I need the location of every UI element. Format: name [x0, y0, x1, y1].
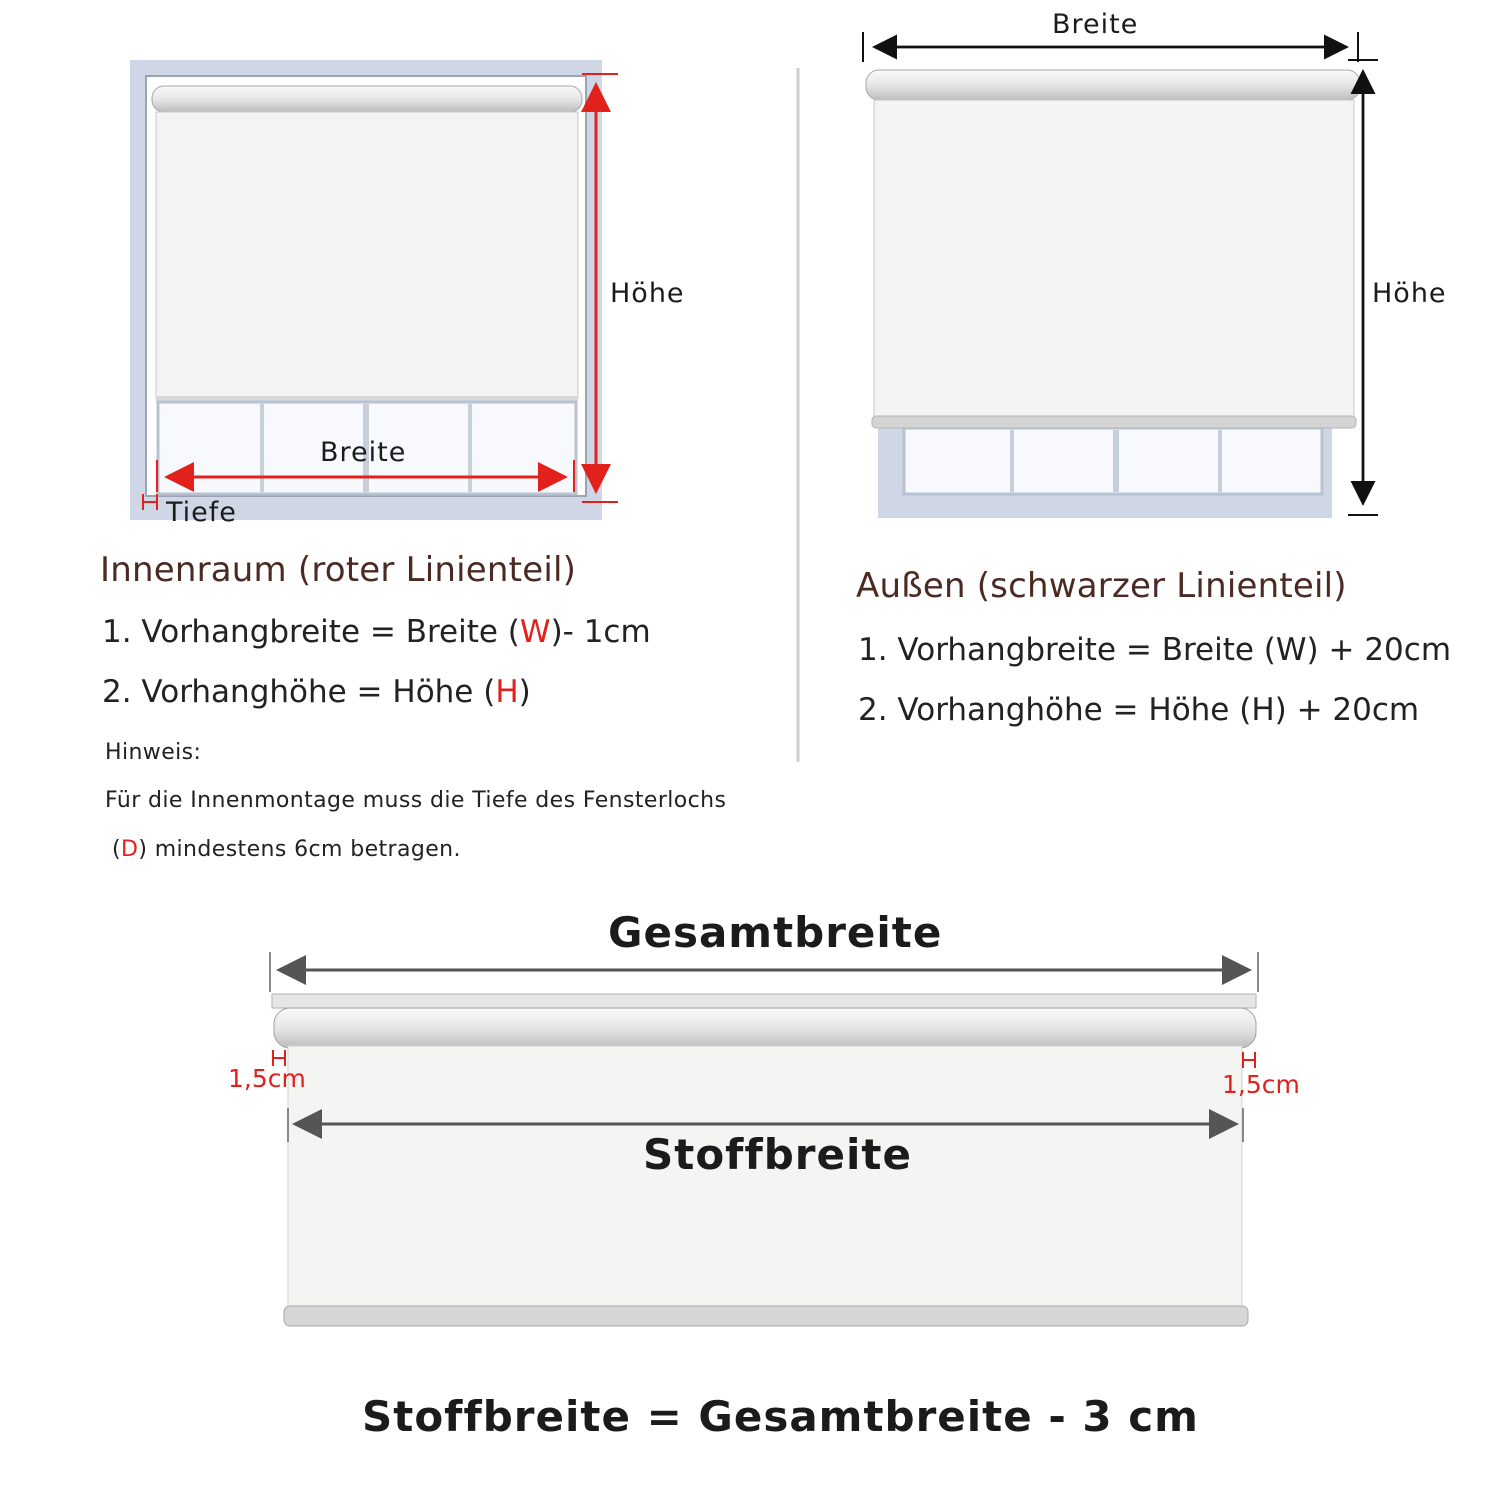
fabric-width-label: Stoffbreite [643, 1130, 912, 1179]
inside-rule-width [102, 614, 651, 650]
total-width-label: Gesamtbreite [608, 908, 943, 957]
note-line-2-rest: ) mindestens 6cm betragen. [138, 837, 461, 862]
outside-rule-height: 2. Vorhanghöhe = Höhe (H) + 20cm [858, 692, 1420, 728]
outside-rule-width: 1. Vorhangbreite = Breite (W) + 20cm [858, 632, 1452, 668]
outside-width-label: Breite [1052, 9, 1139, 40]
inside-rule-width-prefix: 1. Vorhangbreite = Breite ( [102, 614, 520, 650]
inside-rule-width-suffix: )- 1cm [550, 614, 651, 650]
note-line-2-open: ( [112, 837, 121, 862]
outside-height-label: Höhe [1372, 278, 1447, 309]
note-line-2-var: D [120, 837, 139, 862]
inside-rule-height-suffix: ) [518, 674, 531, 710]
inside-depth-label: Tiefe [166, 497, 237, 528]
width-formula: Stoffbreite = Gesamtbreite - 3 cm [362, 1392, 1199, 1441]
outside-mount-window [866, 70, 1360, 518]
inside-rule-height-prefix: 2. Vorhanghöhe = Höhe ( [102, 674, 496, 710]
inside-rule-width-var: W [519, 614, 551, 650]
inside-rule-height-var: H [495, 674, 519, 710]
offset-right-label: 1,5cm [1222, 1070, 1300, 1099]
outside-heading: Außen (schwarzer Linienteil) [856, 566, 1347, 606]
note-title: Hinweis: [105, 740, 202, 765]
inside-height-label: Höhe [610, 278, 685, 309]
inside-width-label: Breite [320, 437, 407, 468]
offset-left-label: 1,5cm [228, 1064, 306, 1093]
note-line-1: Für die Innenmontage muss die Tiefe des Fensterlochs [105, 788, 727, 813]
note-line-2 [112, 837, 461, 862]
inside-heading: Innenraum (roter Linienteil) [100, 550, 577, 590]
inside-rule-height [102, 674, 531, 710]
